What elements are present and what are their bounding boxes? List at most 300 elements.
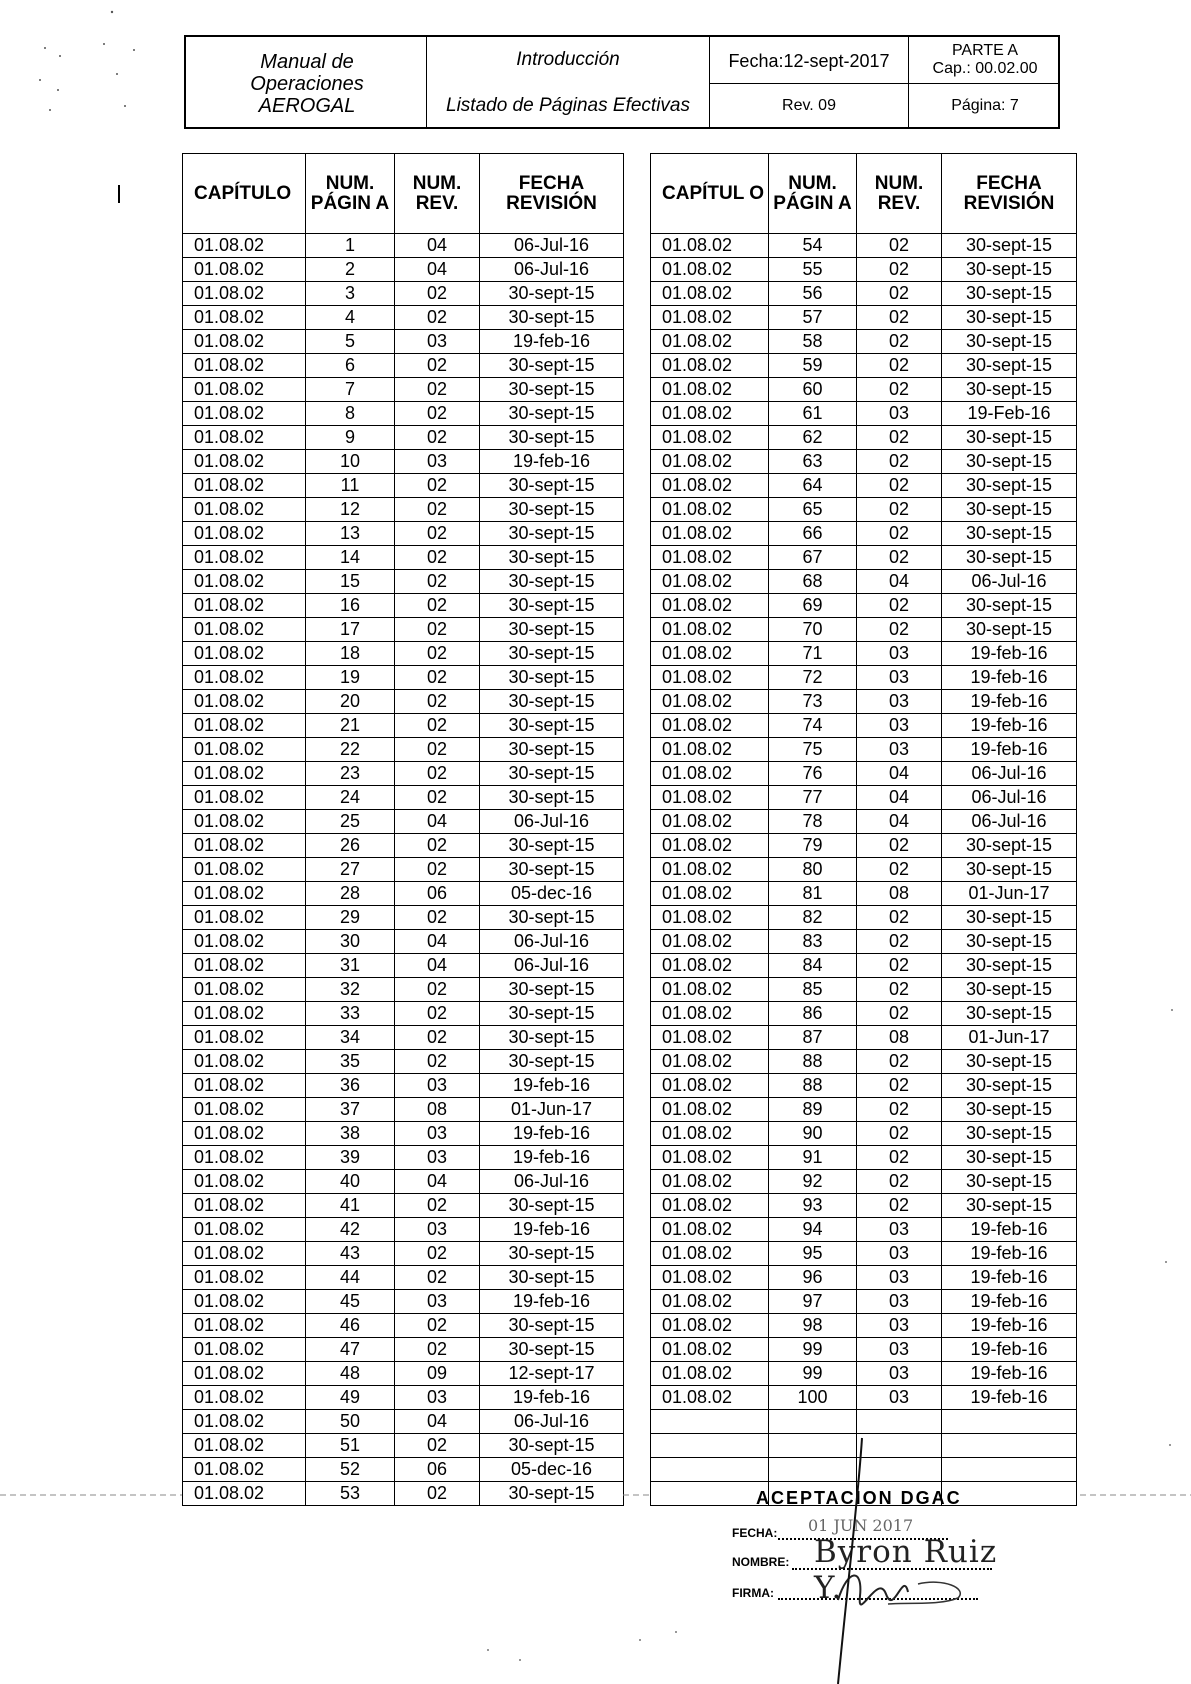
cell-pagina: 52	[306, 1458, 395, 1482]
table-row	[183, 1410, 624, 1434]
header-pagina: Página: 7	[951, 97, 1019, 114]
cell-revision: 02	[395, 402, 480, 426]
table-row	[651, 1050, 1077, 1074]
cell-fecha: 06-Jul-16	[942, 762, 1077, 786]
column-header-pagina: NUM. PÁGIN A	[306, 154, 395, 234]
cell-capitulo: 01.08.02	[183, 1026, 306, 1050]
cell-fecha	[942, 1410, 1077, 1434]
cell-revision: 03	[857, 1386, 942, 1410]
cell-revision: 02	[395, 498, 480, 522]
cell-pagina	[769, 1458, 857, 1482]
table-row	[651, 1386, 1077, 1410]
cell-revision: 02	[395, 1242, 480, 1266]
cell-fecha: 30-sept-15	[480, 1002, 624, 1026]
table-row	[651, 306, 1077, 330]
table-row	[651, 1362, 1077, 1386]
table-row	[183, 1458, 624, 1482]
cell-pagina: 9	[306, 426, 395, 450]
cell-capitulo: 01.08.02	[183, 1194, 306, 1218]
cell-revision: 02	[395, 1050, 480, 1074]
cell-revision: 02	[395, 570, 480, 594]
cell-fecha: 30-sept-15	[942, 1194, 1077, 1218]
cell-revision: 04	[857, 786, 942, 810]
cell-capitulo: 01.08.02	[651, 282, 769, 306]
table-row	[651, 330, 1077, 354]
table-row	[183, 882, 624, 906]
cell-pagina: 57	[769, 306, 857, 330]
cell-fecha: 01-Jun-17	[480, 1098, 624, 1122]
cell-capitulo: 01.08.02	[651, 402, 769, 426]
table-row	[183, 1170, 624, 1194]
cell-fecha: 30-sept-15	[942, 594, 1077, 618]
acceptance-stamp	[728, 1488, 1028, 1608]
table-row	[183, 834, 624, 858]
table-row	[183, 954, 624, 978]
cell-fecha: 05-dec-16	[480, 882, 624, 906]
table-row	[651, 1410, 1077, 1434]
cell-revision	[857, 1410, 942, 1434]
table-row	[183, 498, 624, 522]
cell-revision: 02	[395, 690, 480, 714]
cell-capitulo: 01.08.02	[651, 954, 769, 978]
table-row	[651, 618, 1077, 642]
cell-revision: 02	[857, 354, 942, 378]
cell-capitulo: 01.08.02	[183, 1434, 306, 1458]
cell-fecha: 19-feb-16	[480, 1290, 624, 1314]
cell-capitulo: 01.08.02	[651, 930, 769, 954]
header-fecha: Fecha:12-sept-2017	[728, 50, 890, 71]
cell-revision: 02	[857, 930, 942, 954]
cell-pagina: 73	[769, 690, 857, 714]
cell-fecha: 30-sept-15	[942, 258, 1077, 282]
header-parte: PARTE A	[951, 42, 1019, 59]
cell-pagina: 26	[306, 834, 395, 858]
table-row	[183, 714, 624, 738]
cell-capitulo: 01.08.02	[651, 378, 769, 402]
cell-pagina: 25	[306, 810, 395, 834]
cell-revision: 03	[395, 1146, 480, 1170]
header-divider	[908, 37, 909, 127]
cell-fecha: 06-Jul-16	[480, 810, 624, 834]
header-revision: Rev. 09	[782, 97, 836, 114]
cell-revision: 02	[857, 258, 942, 282]
table-row	[651, 1146, 1077, 1170]
cell-revision: 02	[395, 786, 480, 810]
table-row	[651, 426, 1077, 450]
table-row	[651, 1122, 1077, 1146]
column-header-fecha: FECHA REVISIÓN	[942, 154, 1077, 234]
cell-pagina	[769, 1434, 857, 1458]
cell-capitulo	[651, 1434, 769, 1458]
cell-fecha: 19-feb-16	[480, 450, 624, 474]
cell-pagina: 85	[769, 978, 857, 1002]
cell-capitulo: 01.08.02	[651, 1122, 769, 1146]
cell-capitulo: 01.08.02	[183, 1242, 306, 1266]
cell-pagina: 45	[306, 1290, 395, 1314]
cell-capitulo: 01.08.02	[183, 1482, 306, 1506]
cell-capitulo: 01.08.02	[183, 666, 306, 690]
cell-fecha: 30-sept-15	[480, 354, 624, 378]
cell-revision: 02	[857, 282, 942, 306]
cell-capitulo: 01.08.02	[651, 762, 769, 786]
cell-pagina: 58	[769, 330, 857, 354]
cell-fecha: 06-Jul-16	[480, 930, 624, 954]
table-row	[651, 1026, 1077, 1050]
header-divider	[709, 83, 1060, 84]
cell-capitulo: 01.08.02	[183, 978, 306, 1002]
table-row	[651, 690, 1077, 714]
cell-capitulo: 01.08.02	[651, 738, 769, 762]
cell-fecha: 30-sept-15	[942, 834, 1077, 858]
cell-capitulo: 01.08.02	[183, 738, 306, 762]
table-row	[651, 762, 1077, 786]
table-row	[183, 642, 624, 666]
table-row	[183, 522, 624, 546]
cell-pagina: 78	[769, 810, 857, 834]
cell-fecha: 30-sept-15	[942, 522, 1077, 546]
cell-fecha	[942, 1458, 1077, 1482]
table-row	[183, 354, 624, 378]
cell-pagina: 12	[306, 498, 395, 522]
cell-pagina: 7	[306, 378, 395, 402]
cell-pagina: 68	[769, 570, 857, 594]
cell-fecha: 30-sept-15	[942, 978, 1077, 1002]
cell-capitulo: 01.08.02	[183, 954, 306, 978]
table-row	[651, 378, 1077, 402]
cell-capitulo: 01.08.02	[183, 786, 306, 810]
cell-fecha: 06-Jul-16	[480, 1170, 624, 1194]
cell-pagina: 37	[306, 1098, 395, 1122]
cell-capitulo: 01.08.02	[183, 810, 306, 834]
table-row	[183, 1074, 624, 1098]
cell-pagina: 62	[769, 426, 857, 450]
cell-capitulo: 01.08.02	[651, 906, 769, 930]
table-row	[183, 906, 624, 930]
cell-capitulo: 01.08.02	[651, 1026, 769, 1050]
cell-capitulo: 01.08.02	[183, 1002, 306, 1026]
cell-revision: 02	[857, 1002, 942, 1026]
cell-pagina: 70	[769, 618, 857, 642]
cell-revision: 03	[857, 1266, 942, 1290]
cell-fecha: 19-feb-16	[480, 1218, 624, 1242]
cell-revision: 02	[395, 738, 480, 762]
cell-capitulo: 01.08.02	[651, 354, 769, 378]
cell-revision: 04	[395, 1410, 480, 1434]
cell-revision: 02	[395, 354, 480, 378]
cell-pagina: 30	[306, 930, 395, 954]
cell-revision: 02	[857, 522, 942, 546]
cell-pagina: 10	[306, 450, 395, 474]
cell-capitulo: 01.08.02	[651, 1050, 769, 1074]
cell-revision: 02	[857, 498, 942, 522]
cell-revision: 02	[857, 234, 942, 258]
cell-capitulo: 01.08.02	[183, 282, 306, 306]
cell-fecha: 30-sept-15	[942, 1122, 1077, 1146]
cell-capitulo: 01.08.02	[183, 1098, 306, 1122]
cell-revision: 02	[395, 714, 480, 738]
cell-revision: 03	[395, 1386, 480, 1410]
cell-revision: 02	[395, 1266, 480, 1290]
table-row	[651, 1314, 1077, 1338]
cell-capitulo: 01.08.02	[651, 1266, 769, 1290]
table-row	[651, 546, 1077, 570]
cell-fecha: 30-sept-15	[942, 1170, 1077, 1194]
stamp-firma-label: FIRMA:	[732, 1586, 774, 1600]
cell-pagina: 14	[306, 546, 395, 570]
cell-pagina: 29	[306, 906, 395, 930]
cell-revision: 02	[857, 1074, 942, 1098]
cell-fecha: 19-feb-16	[480, 1074, 624, 1098]
cell-pagina: 4	[306, 306, 395, 330]
cell-capitulo: 01.08.02	[183, 1458, 306, 1482]
cell-pagina: 55	[769, 258, 857, 282]
cell-pagina: 91	[769, 1146, 857, 1170]
cell-pagina: 99	[769, 1338, 857, 1362]
cell-fecha: 30-sept-15	[480, 1266, 624, 1290]
cell-capitulo: 01.08.02	[651, 1386, 769, 1410]
cell-fecha: 01-Jun-17	[942, 882, 1077, 906]
cell-pagina: 80	[769, 858, 857, 882]
signature-mark	[768, 1558, 1008, 1608]
table-row	[651, 234, 1077, 258]
cell-capitulo: 01.08.02	[651, 978, 769, 1002]
cell-capitulo: 01.08.02	[651, 1314, 769, 1338]
cell-fecha: 30-sept-15	[942, 378, 1077, 402]
cell-capitulo: 01.08.02	[651, 450, 769, 474]
cell-revision: 03	[857, 1242, 942, 1266]
cell-fecha: 30-sept-15	[942, 354, 1077, 378]
table-row	[183, 1002, 624, 1026]
cell-capitulo: 01.08.02	[183, 426, 306, 450]
table-row	[183, 282, 624, 306]
cell-fecha: 30-sept-15	[480, 1482, 624, 1506]
table-row	[183, 1098, 624, 1122]
stamp-fecha-label: FECHA:	[732, 1526, 778, 1540]
cell-revision: 02	[395, 834, 480, 858]
table-row	[651, 978, 1077, 1002]
cell-fecha: 30-sept-15	[480, 570, 624, 594]
cell-revision: 02	[857, 1098, 942, 1122]
cell-fecha: 30-sept-15	[942, 1002, 1077, 1026]
cell-capitulo: 01.08.02	[183, 306, 306, 330]
cell-fecha: 30-sept-15	[480, 1194, 624, 1218]
stamp-nombre-value: Byron Ruiz Y.	[814, 1534, 998, 1606]
cell-revision: 03	[395, 1290, 480, 1314]
cell-fecha: 30-sept-15	[942, 234, 1077, 258]
cell-capitulo: 01.08.02	[651, 1242, 769, 1266]
cell-pagina: 39	[306, 1146, 395, 1170]
cell-capitulo: 01.08.02	[183, 378, 306, 402]
cell-fecha: 30-sept-15	[480, 786, 624, 810]
cell-fecha: 19-feb-16	[942, 690, 1077, 714]
cell-pagina: 32	[306, 978, 395, 1002]
cell-revision: 04	[395, 954, 480, 978]
cell-pagina: 13	[306, 522, 395, 546]
table-row	[651, 1338, 1077, 1362]
cell-fecha: 05-dec-16	[480, 1458, 624, 1482]
cell-capitulo: 01.08.02	[651, 1362, 769, 1386]
cell-revision: 02	[395, 1002, 480, 1026]
cell-pagina: 65	[769, 498, 857, 522]
cell-revision: 02	[395, 858, 480, 882]
cell-pagina: 99	[769, 1362, 857, 1386]
cell-fecha: 30-sept-15	[942, 906, 1077, 930]
cell-fecha: 19-feb-16	[942, 1266, 1077, 1290]
table-row	[651, 1266, 1077, 1290]
cell-pagina: 28	[306, 882, 395, 906]
cell-capitulo: 01.08.02	[183, 1386, 306, 1410]
cell-revision: 04	[395, 258, 480, 282]
cell-fecha: 30-sept-15	[942, 1098, 1077, 1122]
cell-capitulo	[651, 1410, 769, 1434]
cell-pagina: 41	[306, 1194, 395, 1218]
cell-pagina: 44	[306, 1266, 395, 1290]
cell-pagina: 48	[306, 1362, 395, 1386]
cell-revision: 04	[395, 930, 480, 954]
cell-fecha: 30-sept-15	[942, 282, 1077, 306]
cell-capitulo: 01.08.02	[183, 546, 306, 570]
cell-fecha: 19-feb-16	[942, 1242, 1077, 1266]
cell-fecha: 30-sept-15	[480, 738, 624, 762]
table-row	[183, 594, 624, 618]
cell-fecha: 30-sept-15	[942, 450, 1077, 474]
cell-capitulo: 01.08.02	[183, 570, 306, 594]
stamp-nombre-label: NOMBRE:	[732, 1555, 790, 1569]
cell-fecha: 30-sept-15	[480, 762, 624, 786]
cell-fecha: 01-Jun-17	[942, 1026, 1077, 1050]
cell-pagina: 3	[306, 282, 395, 306]
table-row	[651, 1242, 1077, 1266]
cell-capitulo: 01.08.02	[651, 306, 769, 330]
cell-fecha: 30-sept-15	[480, 1026, 624, 1050]
cell-pagina: 89	[769, 1098, 857, 1122]
cell-capitulo: 01.08.02	[651, 1170, 769, 1194]
cell-capitulo: 01.08.02	[183, 402, 306, 426]
effective-pages-table-left	[182, 153, 624, 1506]
cell-revision: 04	[857, 570, 942, 594]
cell-pagina: 72	[769, 666, 857, 690]
cell-fecha: 30-sept-15	[942, 1074, 1077, 1098]
cell-capitulo: 01.08.02	[183, 1362, 306, 1386]
cell-capitulo: 01.08.02	[183, 354, 306, 378]
cell-revision: 02	[395, 1314, 480, 1338]
stamp-fecha-value: 01 JUN 2017	[808, 1516, 914, 1535]
table-row	[183, 1338, 624, 1362]
table-row	[651, 1194, 1077, 1218]
cell-capitulo: 01.08.02	[183, 498, 306, 522]
cell-fecha: 30-sept-15	[480, 1242, 624, 1266]
table-row	[183, 690, 624, 714]
cell-revision	[857, 1434, 942, 1458]
cell-capitulo: 01.08.02	[183, 594, 306, 618]
cell-revision: 02	[395, 906, 480, 930]
cell-revision: 02	[395, 522, 480, 546]
table-row	[183, 762, 624, 786]
cell-fecha: 30-sept-15	[480, 546, 624, 570]
cell-fecha: 30-sept-15	[480, 906, 624, 930]
cell-pagina: 95	[769, 1242, 857, 1266]
cell-pagina: 87	[769, 1026, 857, 1050]
cell-revision: 02	[857, 978, 942, 1002]
cell-capitulo: 01.08.02	[651, 522, 769, 546]
cell-pagina: 50	[306, 1410, 395, 1434]
cell-pagina: 88	[769, 1074, 857, 1098]
cell-fecha	[942, 1434, 1077, 1458]
cell-capitulo: 01.08.02	[183, 930, 306, 954]
cell-capitulo: 01.08.02	[183, 882, 306, 906]
cell-fecha: 30-sept-15	[480, 858, 624, 882]
cell-revision: 03	[395, 330, 480, 354]
table-header-row	[183, 154, 624, 234]
cell-capitulo: 01.08.02	[183, 834, 306, 858]
cell-pagina: 15	[306, 570, 395, 594]
cell-revision: 02	[857, 546, 942, 570]
cell-capitulo: 01.08.02	[183, 1050, 306, 1074]
header-divider	[426, 37, 427, 127]
cell-capitulo: 01.08.02	[183, 1218, 306, 1242]
cell-pagina: 82	[769, 906, 857, 930]
cell-revision: 03	[857, 714, 942, 738]
cell-revision: 02	[857, 474, 942, 498]
cell-capitulo: 01.08.02	[651, 474, 769, 498]
cell-revision: 04	[395, 1170, 480, 1194]
cell-revision: 08	[395, 1098, 480, 1122]
table-row	[183, 330, 624, 354]
table-row	[651, 1170, 1077, 1194]
column-header-capitulo: CAPÍTULO	[183, 154, 306, 234]
cell-fecha: 30-sept-15	[942, 474, 1077, 498]
cell-capitulo: 01.08.02	[651, 498, 769, 522]
cell-pagina: 46	[306, 1314, 395, 1338]
cell-capitulo: 01.08.02	[651, 1290, 769, 1314]
cell-revision: 02	[857, 1122, 942, 1146]
cell-pagina: 2	[306, 258, 395, 282]
cell-pagina: 35	[306, 1050, 395, 1074]
table-row	[651, 642, 1077, 666]
table-row	[651, 282, 1077, 306]
cell-revision: 03	[857, 738, 942, 762]
cell-revision: 02	[395, 594, 480, 618]
cell-pagina: 20	[306, 690, 395, 714]
cell-revision: 02	[395, 546, 480, 570]
cell-pagina: 64	[769, 474, 857, 498]
cell-fecha: 30-sept-15	[480, 282, 624, 306]
cell-revision: 02	[395, 474, 480, 498]
table-row	[183, 1194, 624, 1218]
cell-pagina: 21	[306, 714, 395, 738]
cell-capitulo: 01.08.02	[183, 234, 306, 258]
cell-pagina: 83	[769, 930, 857, 954]
cell-pagina: 90	[769, 1122, 857, 1146]
cell-pagina: 40	[306, 1170, 395, 1194]
stamp-title: ACEPTACION DGAC	[756, 1488, 962, 1508]
cell-pagina: 76	[769, 762, 857, 786]
cell-revision: 03	[857, 1362, 942, 1386]
cell-revision: 03	[857, 1290, 942, 1314]
cell-fecha: 06-Jul-16	[480, 954, 624, 978]
cell-revision: 02	[857, 306, 942, 330]
cell-revision: 04	[395, 810, 480, 834]
cell-fecha: 19-feb-16	[942, 1290, 1077, 1314]
cell-revision: 02	[395, 378, 480, 402]
cell-capitulo: 01.08.02	[183, 1338, 306, 1362]
cell-capitulo: 01.08.02	[183, 618, 306, 642]
table-row	[183, 786, 624, 810]
cell-pagina: 98	[769, 1314, 857, 1338]
table-row	[651, 570, 1077, 594]
table-row	[183, 1026, 624, 1050]
cell-revision: 02	[395, 306, 480, 330]
